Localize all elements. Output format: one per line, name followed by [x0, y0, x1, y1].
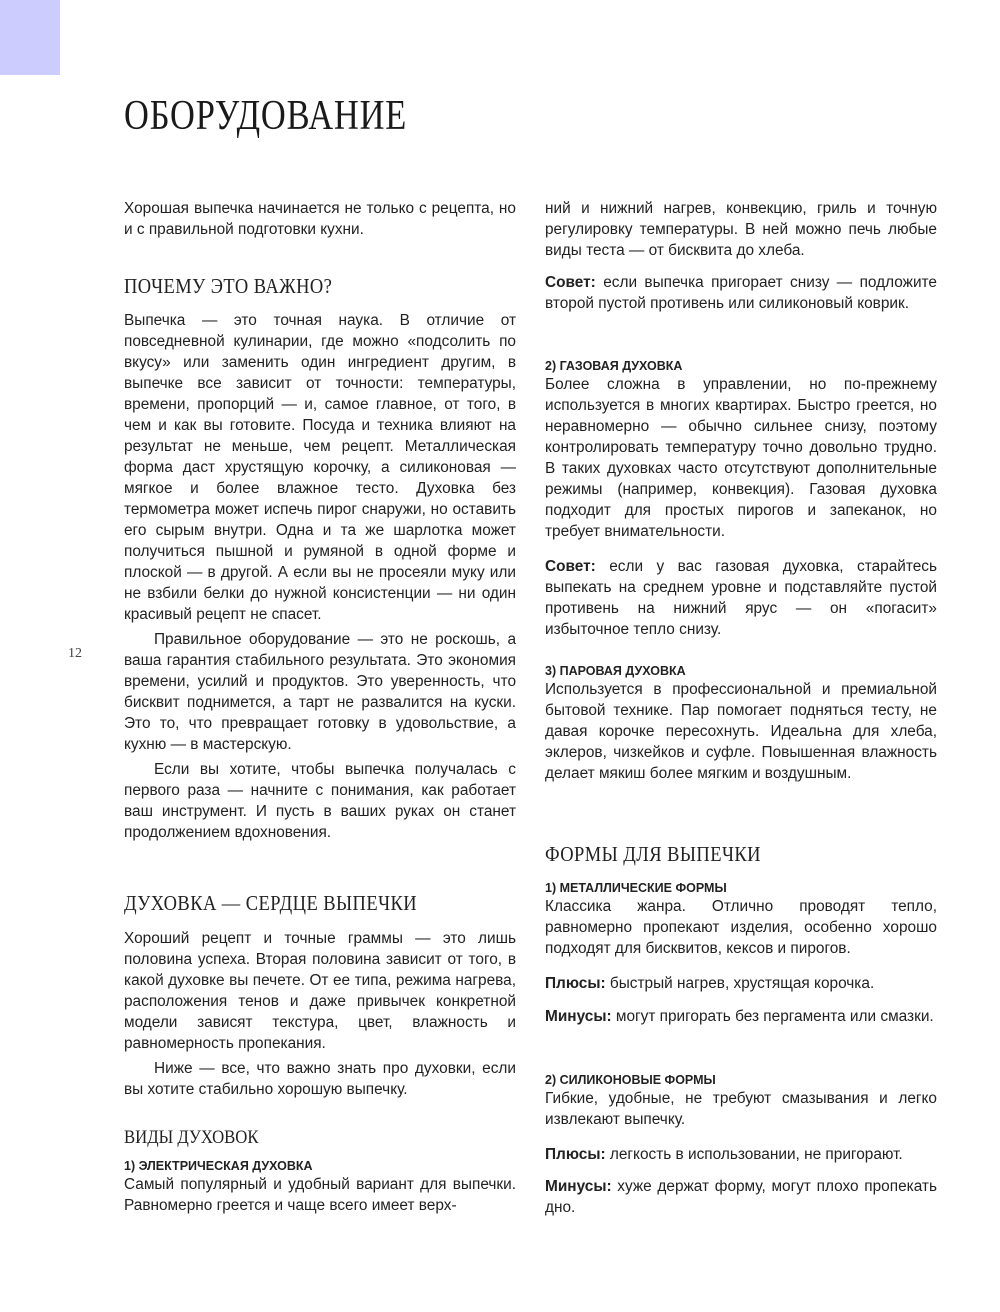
silicone-forms-paragraph: Гибкие, удобные, не требуют смазывания и легко извлекают выпечку. — [545, 1090, 937, 1128]
oven-paragraph-1: Хороший рецепт и точные граммы — это лишь половина успеха. Вторая половина зависит от того, в какой духовке вы печете. От ее типа, режима нагрева, расположения тенов и даже привычек конкретной модели зависят текстура, цвет, влажность и равномерность пропекания. — [124, 930, 516, 1052]
silicone-forms-heading: 2) СИЛИКОНОВЫЕ ФОРМЫ — [545, 1073, 716, 1087]
pros-label: Плюсы: — [545, 1146, 606, 1163]
cons-text: хуже держат форму, могут плохо пропекать дно. — [545, 1178, 937, 1216]
electric-tip — [545, 272, 937, 314]
silicone-pros — [545, 1144, 937, 1165]
gas-tip — [545, 556, 937, 640]
oven-paragraph-2: Ниже — все, что важно знать про духовки, если вы хотите стабильно хорошую выпечку. — [124, 1060, 516, 1098]
cons-text: могут пригорать без пергамента или смазки. — [615, 1008, 934, 1025]
metal-cons — [545, 1006, 937, 1027]
tip-label: Совет: — [545, 558, 596, 575]
oven-heading: ДУХОВКА — СЕРДЦЕ ВЫПЕЧКИ — [124, 891, 418, 915]
why-paragraph-3: Если вы хотите, чтобы выпечка получалась с первого раза — начните с понимания, как работает ваш инструмент. И пусть в ваших руках он станет продолжением вдохновения. — [124, 761, 516, 841]
steam-oven-heading: 3) ПАРОВАЯ ДУХОВКА — [545, 664, 686, 678]
pros-text: легкость в использовании, не пригорают. — [609, 1146, 903, 1163]
cons-label: Минусы: — [545, 1008, 612, 1025]
gas-oven-paragraph: Более сложна в управлении, но по-прежнему используется в многих квартирах. Быстро греется, но неравномерно — обычно сильнее снизу, поэтому контролировать температуру точно довольно трудно. В таких духовках часто отсутствуют дополнительные режимы (например, конвекция). Газовая духовка подходит для простых пирогов и запеканок, но требует внимательности. — [545, 376, 937, 540]
why-paragraph-2: Правильное оборудование — это не роскошь, а ваша гарантия стабильного результата. Это экономия времени, усилий и продуктов. Это уверенность, что бисквит поднимется, а тарт не развалится на куски. Это то, что превращает готовку в удовольствие, а кухню — в мастерскую. — [124, 631, 516, 753]
gas-oven-heading: 2) ГАЗОВАЯ ДУХОВКА — [545, 359, 683, 373]
tip-label: Совет: — [545, 274, 596, 291]
intro-paragraph: Хорошая выпечка начинается не только с рецепта, но и с правильной подготовки кухни. — [124, 200, 516, 238]
forms-heading: ФОРМЫ ДЛЯ ВЫПЕЧКИ — [545, 842, 761, 866]
steam-oven-paragraph: Используется в профессиональной и премиальной бытовой технике. Пар помогает подняться тесту, не давая корочке пересохнуть. Идеальна для хлеба, эклеров, чизкейков и суфле. Повышенная влажность делает мякиш более мягким и воздушным. — [545, 681, 937, 782]
pros-label: Плюсы: — [545, 975, 606, 992]
tip-text: если у вас газовая духовка, старайтесь выпекать на среднем уровне и подставляйте пустой противень на нижний ярус — он «погасит» избыточное тепло снизу. — [545, 558, 937, 638]
electric-oven-paragraph: Самый популярный и удобный вариант для выпечки. Равномерно греется и чаще всего имеет верх- — [124, 1176, 516, 1214]
oven-types-heading: ВИДЫ ДУХОВОК — [124, 1127, 259, 1148]
metal-forms-heading: 1) МЕТАЛЛИЧЕСКИЕ ФОРМЫ — [545, 881, 727, 895]
why-heading: ПОЧЕМУ ЭТО ВАЖНО? — [124, 274, 333, 298]
electric-oven-paragraph-cont: ний и нижний нагрев, конвекцию, гриль и точную регулировку температуры. В ней можно печь любые виды теста — от бисквита до хлеба. — [545, 200, 937, 259]
page-number: 12 — [68, 646, 82, 661]
page-title: ОБОРУДОВАНИЕ — [124, 93, 408, 139]
why-paragraph-1: Выпечка — это точная наука. В отличие от повседневной кулинарии, где можно «подсолить по вкусу» или заменить один ингредиент другим, в выпечке все зависит от точности: температуры, времени, пропорций — и, самое главное, от того, в чем и как вы готовите. Посуда и техника влияют на результат не меньше, чем рецепт. Металлическая форма даст хрустящую корочку, а силиконовая — мягкое и более влажное тесто. Духовка без термометра может испечь пирог снаружи, но оставить его сырым внутри. Одна и та же шарлотка может получиться пышной и румяной в одной форме и плоской — в другой. А если вы не просеяли муку или не взбили белки до нужной консистенции — ни один красивый рецепт не спасет. — [124, 312, 516, 623]
electric-oven-heading: 1) ЭЛЕКТРИЧЕСКАЯ ДУХОВКА — [124, 1159, 313, 1173]
silicone-cons — [545, 1176, 937, 1218]
corner-accent — [0, 0, 60, 75]
metal-pros — [545, 973, 937, 994]
tip-text: если выпечка пригорает снизу — подложите второй пустой противень или силиконовый коврик. — [545, 274, 937, 312]
pros-text: быстрый нагрев, хрустящая корочка. — [609, 975, 875, 992]
metal-forms-paragraph: Классика жанра. Отлично проводят тепло, равномерно пропекают изделия, особенно хорошо подходят для бисквитов, кексов и пирогов. — [545, 898, 937, 957]
cons-label: Минусы: — [545, 1178, 612, 1195]
